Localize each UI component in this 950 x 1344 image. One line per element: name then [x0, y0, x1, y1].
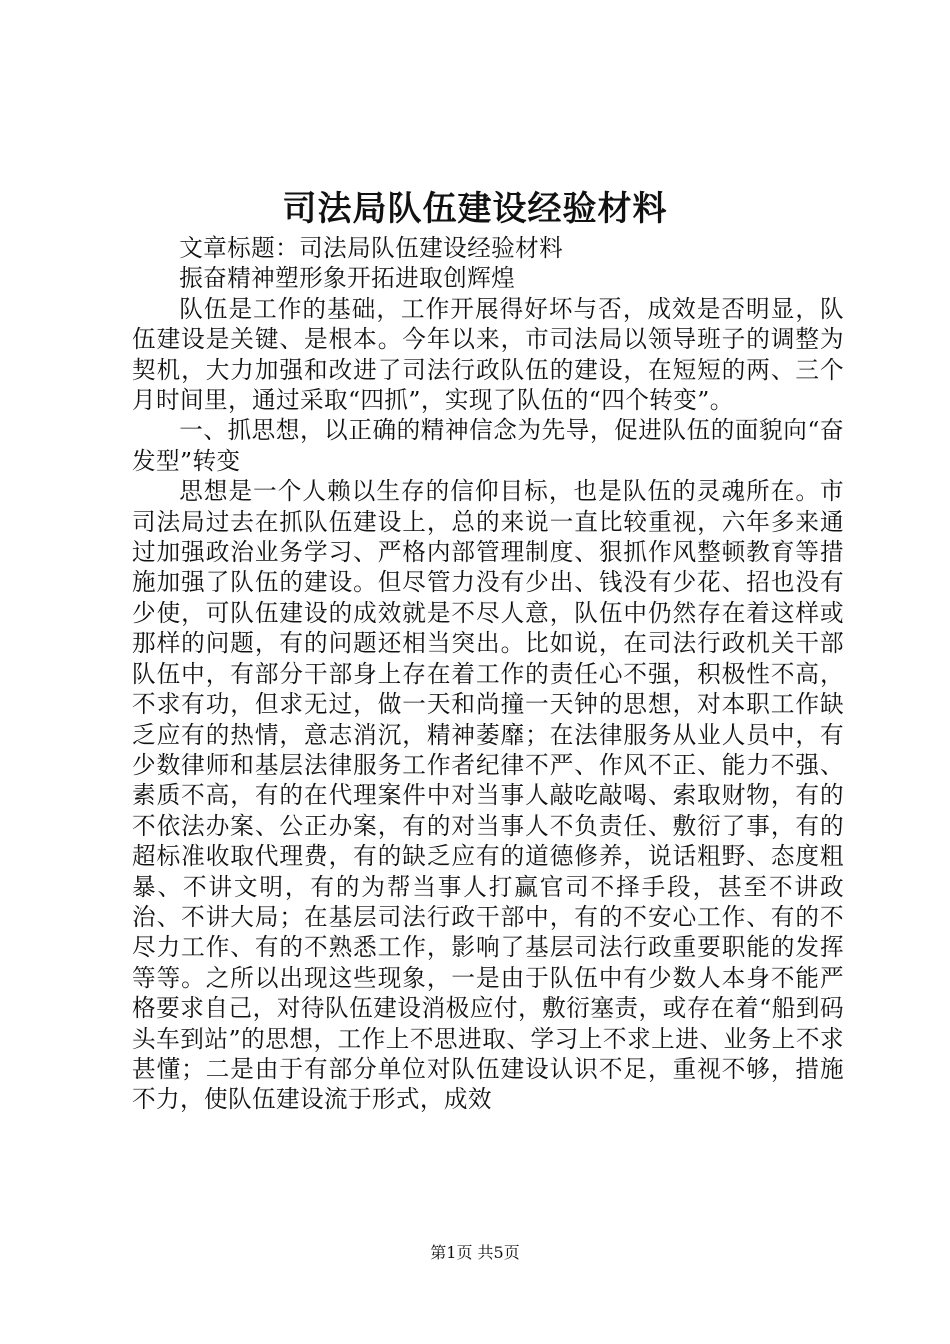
document-title: 司法局队伍建设经验材料 — [282, 189, 668, 229]
document-body — [132, 233, 844, 1115]
article-title-line: 文章标题：司法局队伍建设经验材料 — [179, 234, 564, 262]
subtitle-line: 振奋精神塑形象开拓进取创辉煌 — [179, 264, 516, 293]
body-paragraph: 思想是一个人赖以生存的信仰目标，也是队伍的灵魂所在。市司法局过去在抓队伍建设上，总的来说一直比较重视，六年多来通过加强政治业务学习、严格内部管理制度、狠抓作风整顿教育等措施加强了队伍的建设。但尽管力没有少出、钱没有少花、招也没有少使，可队伍建设的成效就是不尽人意，队伍中仍然存在着这样或那样的问题，有的问题还相当突出。比如说，在司法行政机关干部队伍中，有部分干部身上存在着工作的责任心不强，积极性不高，不求有功，但求无过，做一天和尚撞一天钟的思想，对本职工作缺乏应有的热情，意志消沉，精神萎靡；在法律服务从业人员中，有少数律师和基层法律服务工作者纪律不严、作风不正、能力不强、素质不高，有的在代理案件中对当事人敲吃敲喝、索取财物，有的不依法办案、公正办案，有的对当事人不负责任、敷衍了事，有的超标准收取代理费，有的缺乏应有的道德修养，说话粗野、态度粗暴、不讲文明，有的为帮当事人打赢官司不择手段，甚至不讲政治、不讲大局；在基层司法行政干部中，有的不安心工作、有的不尽力工作、有的不熟悉工作，影响了基层司法行政重要职能的发挥等等。之所以出现这些现象，一是由于队伍中有少数人本身不能严格要求自己，对待队伍建设消极应付，敷衍塞责，或存在着“船到码头车到站”的思想，工作上不思进取、学习上不求上进、业务上不求甚懂；二是由于有部分单位对队伍建设认识不足，重视不够，措施不力，使队伍建设流于形式，成效 — [132, 477, 844, 1114]
intro-paragraph: 队伍是工作的基础，工作开展得好坏与否，成效是否明显，队伍建设是关键、是根本。今年以来，市司法局以领导班子的调整为契机，大力加强和改进了司法行政队伍的建设，在短短的两、三个月时间里，通过采取“四抓”，实现了队伍的“四个转变”。 — [132, 294, 844, 415]
section-heading-1: 一、抓思想，以正确的精神信念为先导，促进队伍的面貌向“奋发型”转变 — [132, 416, 844, 475]
page-number-footer: 第1页 共5页 — [430, 1243, 520, 1262]
